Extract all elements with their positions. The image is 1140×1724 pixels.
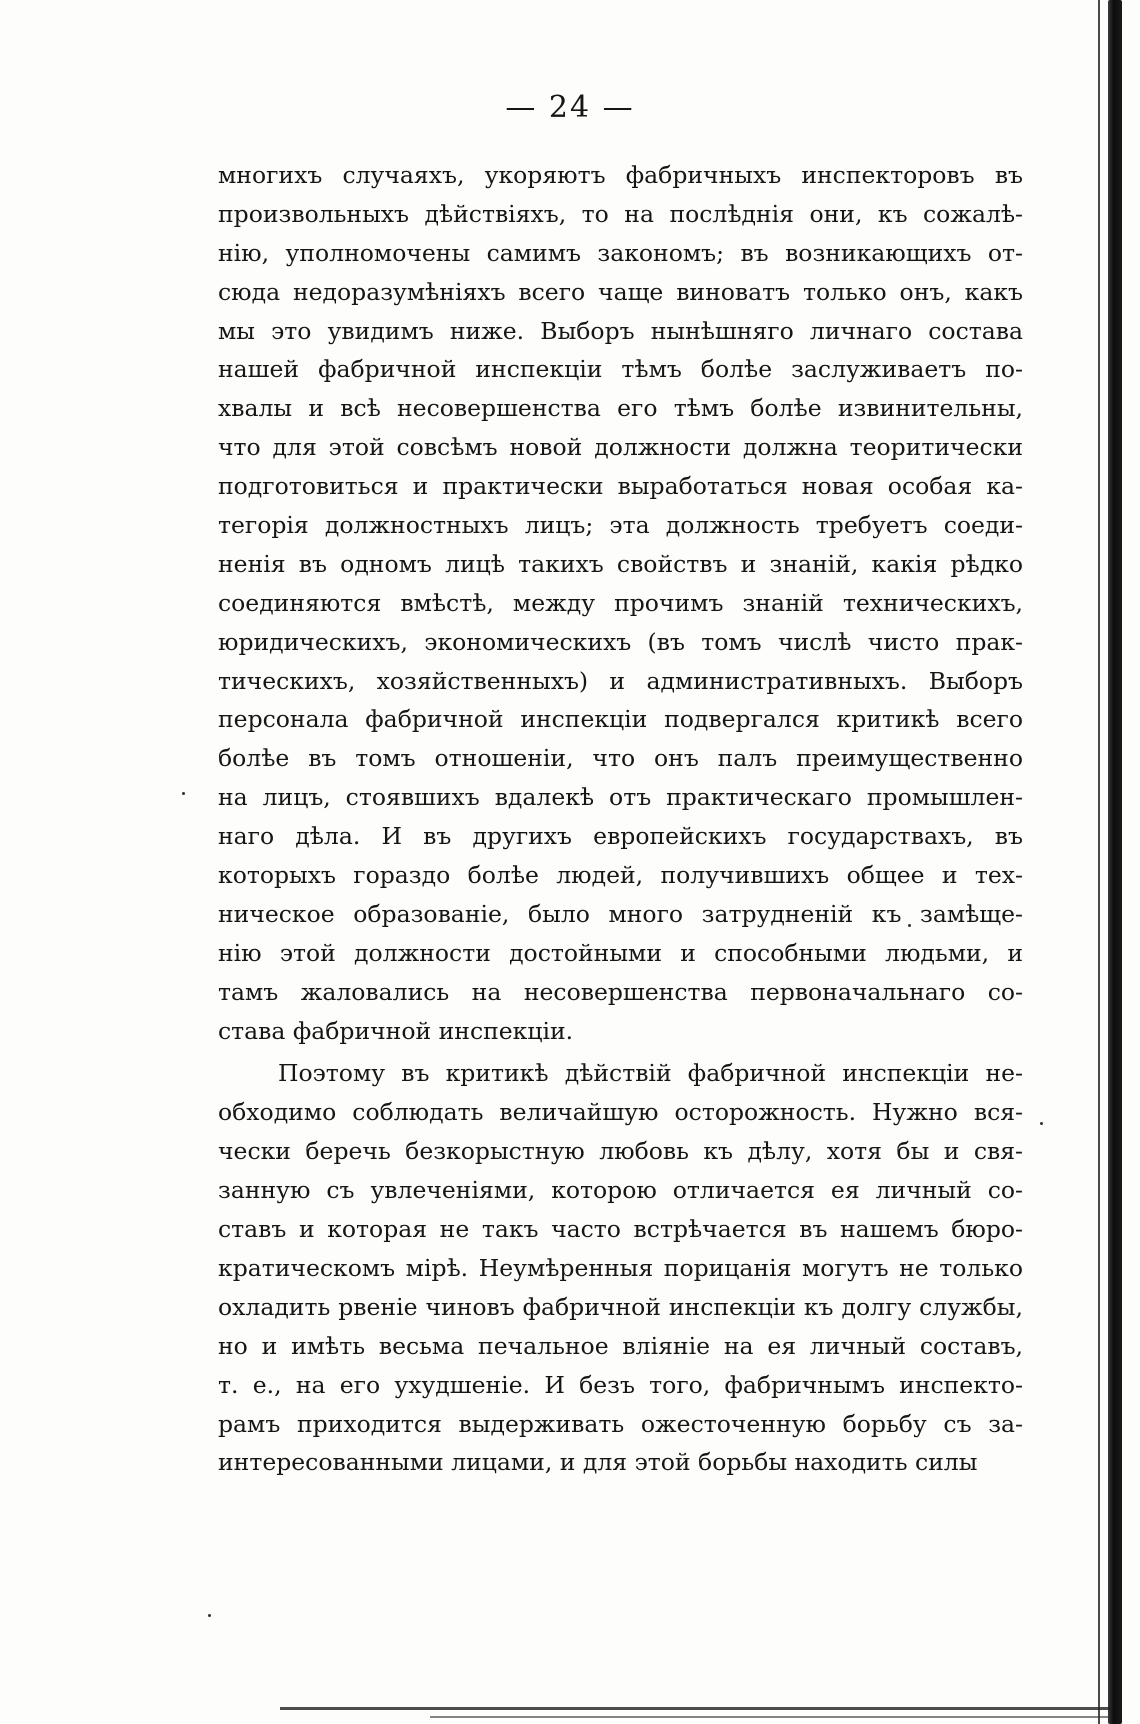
text-line: подготовиться и практически выработаться новая особая ка- bbox=[218, 472, 1023, 501]
text-line: интересованными лицами, и для этой борьбы находить силы bbox=[218, 1448, 978, 1477]
page-bottom-edge bbox=[280, 1707, 1110, 1710]
print-speck bbox=[208, 1614, 211, 1617]
text-line: Поэтому въ критикѣ дѣйствій фабричной инспекціи не- bbox=[278, 1059, 1023, 1088]
paragraph bbox=[218, 1054, 1023, 1482]
text-line: занную съ увлеченіями, которою отличается ея личный со- bbox=[218, 1176, 1023, 1205]
text-line: ставъ и которая не такъ часто встрѣчается въ нашемъ бюро- bbox=[218, 1215, 1023, 1244]
text-line: тамъ жаловались на несовершенства первоначальнаго со- bbox=[218, 977, 1023, 1006]
text-line: но и имѣть весьма печальное вліяніе на ея личный составъ, bbox=[218, 1331, 1023, 1360]
page-number: — 24 — bbox=[505, 90, 635, 125]
paragraph bbox=[218, 156, 1023, 1050]
text-line: юридическихъ, экономическихъ (въ томъ числѣ чисто прак- bbox=[218, 627, 1023, 656]
text-line: кратическомъ мірѣ. Неумѣренныя порицанія могутъ не только bbox=[218, 1253, 1023, 1282]
text-line: многихъ случаяхъ, укоряютъ фабричныхъ инспекторовъ въ bbox=[218, 161, 1023, 189]
text-line: т. е., на его ухудшеніе. И безъ того, фабричнымъ инспекто- bbox=[218, 1370, 1023, 1399]
text-line: нію этой должности достойными и способными людьми, и bbox=[218, 938, 1023, 967]
text-line: персонала фабричной инспекціи подвергался критикѣ всего bbox=[218, 705, 1023, 734]
text-line: тическихъ, хозяйственныхъ) и административныхъ. Выборъ bbox=[218, 666, 1023, 695]
page-bottom-edge-line bbox=[430, 1716, 1110, 1718]
text-line: хвалы и всѣ несовершенства его тѣмъ болѣе извинительны, bbox=[218, 394, 1023, 423]
text-line: обходимо соблюдать величайшую осторожность. Нужно вся- bbox=[218, 1098, 1023, 1127]
body-text bbox=[218, 156, 1023, 1482]
print-speck bbox=[1040, 1122, 1043, 1125]
page-right-edge bbox=[1108, 0, 1122, 1724]
text-line: рамъ приходится выдерживать ожесточенную борьбу съ за- bbox=[218, 1409, 1023, 1438]
text-line: на лицъ, стоявшихъ вдалекѣ отъ практическаго промышлен- bbox=[218, 783, 1023, 812]
text-line: которыхъ гораздо болѣе людей, получившихъ общее и тех- bbox=[218, 861, 1023, 890]
text-line: что для этой совсѣмъ новой должности должна теоритически bbox=[218, 433, 1023, 462]
text-line: тегорія должностныхъ лицъ; эта должность требуетъ соеди- bbox=[218, 511, 1023, 540]
text-line: болѣе въ томъ отношеніи, что онъ палъ преимущественно bbox=[218, 744, 1023, 773]
text-line: ническое образованіе, было много затрудненій къ замѣще- bbox=[218, 899, 1023, 928]
text-line: ненія въ одномъ лицѣ такихъ свойствъ и знаній, какія рѣдко bbox=[218, 549, 1023, 578]
text-line: мы это увидимъ ниже. Выборъ нынѣшняго личнаго состава bbox=[218, 316, 1023, 345]
text-line: сюда недоразумѣніяхъ всего чаще виноватъ только онъ, какъ bbox=[218, 277, 1023, 306]
text-line: става фабричной инспекціи. bbox=[218, 1016, 574, 1045]
text-line: наго дѣла. И въ другихъ европейскихъ государствахъ, въ bbox=[218, 822, 1023, 851]
page-right-edge-line bbox=[1098, 0, 1100, 1724]
print-speck bbox=[182, 792, 185, 795]
text-line: чески беречь безкорыстную любовь къ дѣлу, хотя бы и свя- bbox=[218, 1137, 1023, 1166]
text-line: нію, уполномочены самимъ закономъ; въ возникающихъ от- bbox=[218, 238, 1023, 267]
text-line: произвольныхъ дѣйствіяхъ, то на послѣднія они, къ сожалѣ- bbox=[218, 199, 1023, 228]
text-line: соединяются вмѣстѣ, между прочимъ знаній техническихъ, bbox=[218, 588, 1023, 617]
text-line: охладить рвеніе чиновъ фабричной инспекціи къ долгу службы, bbox=[218, 1292, 1023, 1321]
text-line: нашей фабричной инспекціи тѣмъ болѣе заслуживаетъ по- bbox=[218, 355, 1023, 384]
